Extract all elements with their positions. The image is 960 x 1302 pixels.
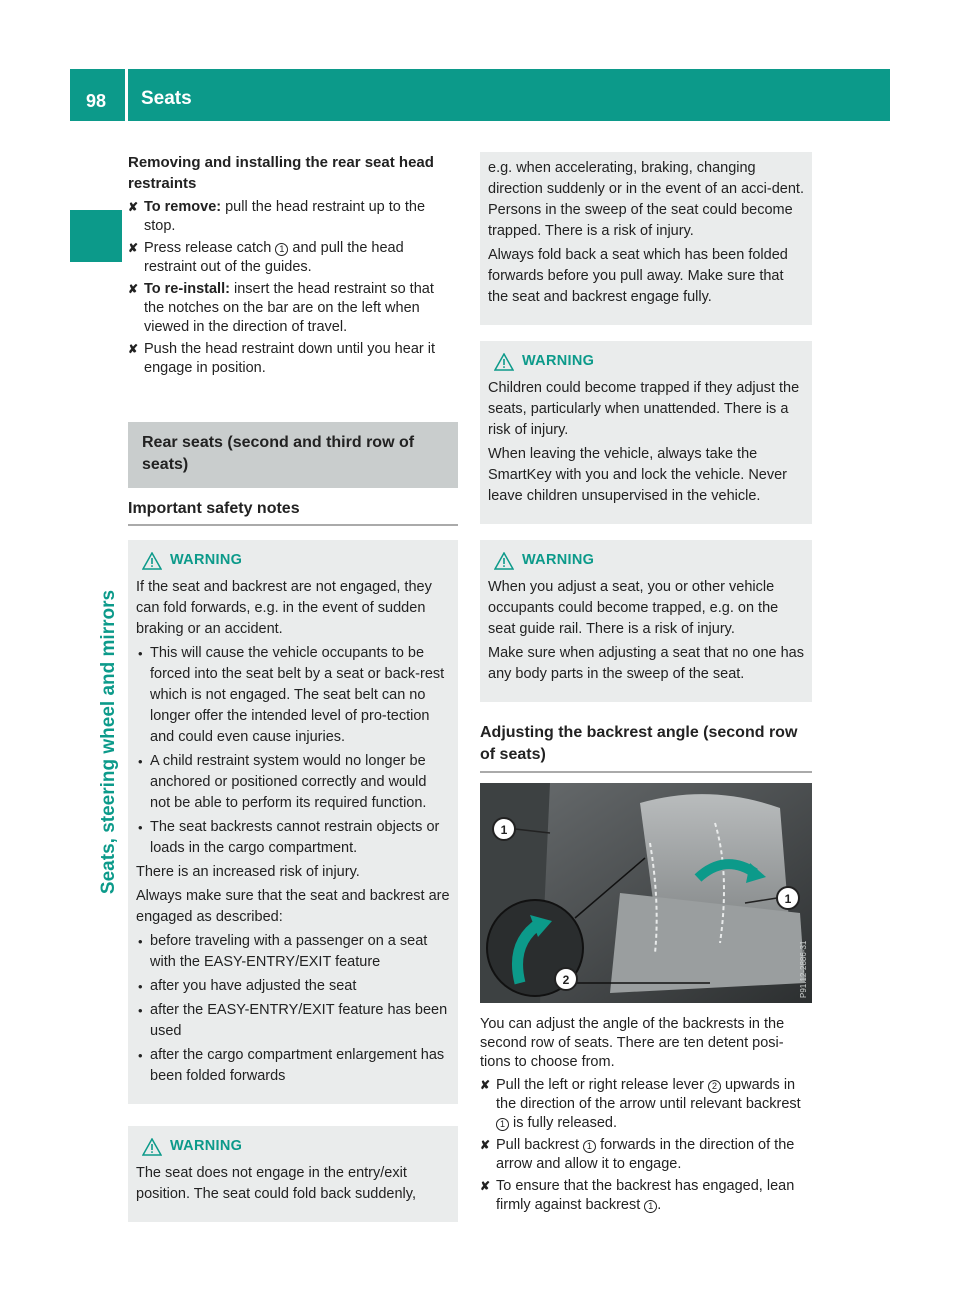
photo-code: P91.12-2886-31 [799,940,808,998]
warning-text: The seat does not engage in the entry/exit position. The seat could fold back suddenly, [136,1165,416,1202]
photo-callout-1b: 1 [784,892,792,906]
step-text: forwards in the direction of the arrow and allow it to engage. [496,1137,795,1172]
warning-header [136,550,450,571]
arrow-icon: ✘ [480,1138,491,1152]
warning-text: When you adjust a seat, you or other vehicle occupants could become trapped, e.g. on the seat guide rail. There is a risk of injury. [488,579,779,637]
photo-callout-1: 1 [500,823,508,837]
arrow-icon: ✘ [128,342,139,356]
list-item: • A child restraint system would no longer be anchored or positioned correctly and would not be able to perform its required function. [136,751,450,814]
step-text: Push the head restraint down until you hear it engage in position. [144,341,435,376]
warning-text: Always fold back a seat which has been folded forwards before you pull away. Make sure that the seat and backrest engage fully. [488,247,788,305]
side-tab [70,210,122,262]
step-text: insert the head restraint so that the notches on the bar are on the left when viewed in the direction of travel. [144,281,434,335]
photo-callout-2: 2 [562,973,570,987]
warning-label: WARNING [522,353,595,369]
left-column [128,152,458,1222]
warning-header [488,550,804,571]
callout-number: 2 [708,1080,721,1093]
step-text: Pull the left or right release lever [496,1077,708,1093]
step-text: pull the head restraint up to the stop. [144,199,426,234]
list-item: • This will cause the vehicle occupants to be forced into the seat belt by a seat or back-rest which is not engaged. The seat belt can no longer offer the intended level of pro-tection and could even cause injuries. [136,643,450,748]
warning-text: Children could become trapped if they adjust the seats, particularly when unattended. There is a risk of injury. [488,380,800,438]
callout-number: 1 [644,1200,657,1213]
list-item: • after you have adjusted the seat [136,976,450,997]
warning-label: WARNING [170,1138,243,1154]
step-text: To ensure that the backrest has engaged, lean firmly against backrest [496,1178,795,1213]
backrest-photo [480,783,812,1003]
arrow-icon: ✘ [480,1078,491,1092]
head-restraints-title: Removing and installing the rear seat head restraints [128,154,434,192]
warning-text: Make sure when adjusting a seat that no one has any body parts in the sweep of the seat. [488,645,804,682]
backrest-intro: You can adjust the angle of the backrests in the second row of seats. There are ten detent posi-tions to choose from. [480,1016,785,1070]
warning-triangle-icon [142,1138,162,1156]
warning-label: WARNING [170,552,243,568]
warning-box [480,341,812,524]
list-item: • after the EASY-ENTRY/EXIT feature has been used [136,1000,450,1042]
step-keyword: To remove: [144,199,222,215]
warning-header [136,1136,450,1157]
arrow-icon: ✘ [128,282,139,296]
warning-text: Always make sure that the seat and backrest are engaged as described: [136,888,450,925]
safety-notes-title: Important safety notes [128,498,458,526]
step-text: . [657,1197,662,1213]
warning-box [128,1126,458,1222]
step-text: Press release catch [144,240,276,256]
arrow-icon: ✘ [128,200,139,214]
step-pull-backrest [480,1136,812,1174]
backrest-section-title: Adjusting the backrest angle (second row of seats) [480,722,812,773]
step-remove [128,198,458,236]
arrow-icon: ✘ [480,1179,491,1193]
warning-text: e.g. when accelerating, braking, changing direction suddenly or in the event of an acci-dent. Persons in the sweep of the seat could become trapped. There is a risk of injury. [488,160,804,239]
list-item: • after the cargo compartment enlargement has been folded forwards [136,1045,450,1087]
warning-box [128,540,458,1104]
step-ensure-engaged [480,1177,812,1215]
warning-triangle-icon [494,353,514,371]
section-header-rear-seats [128,422,458,488]
right-column [480,152,812,1218]
header-title: Seats [141,88,192,109]
section-title: Rear seats (second and third row of seats) [142,434,415,473]
step-text: Pull backrest [496,1137,584,1153]
step-push-down [128,340,458,378]
warning-box-continued [480,152,812,325]
step-text: upwards in the direction of the arrow until relevant backrest [496,1077,801,1112]
callout-number: 1 [583,1140,596,1153]
callout-number: 1 [496,1118,509,1131]
page-number: 98 [86,91,107,111]
warning-label: WARNING [522,552,595,568]
warning-header [488,351,804,372]
step-text: is fully released. [509,1115,617,1131]
warning-text: There is an increased risk of injury. [136,864,360,880]
header-divider [125,69,128,121]
header-bar [70,69,890,121]
arrow-icon: ✘ [128,241,139,255]
step-keyword: To re-install: [144,281,230,297]
step-pull-lever [480,1076,812,1133]
warning-text: When leaving the vehicle, always take the SmartKey with you and lock the vehicle. Never leave children unsupervised in the vehicle. [488,446,787,504]
side-chapter-label: Seats, steering wheel and mirrors [98,589,119,895]
step-reinstall [128,280,458,337]
step-release-catch [128,239,458,277]
step-text: and pull the head restraint out of the guides. [144,240,404,275]
list-item: • before traveling with a passenger on a seat with the EASY-ENTRY/EXIT feature [136,931,450,973]
list-item: • The seat backrests cannot restrain objects or loads in the cargo compartment. [136,817,450,859]
warning-box [480,540,812,702]
warning-triangle-icon [142,552,162,570]
warning-text: If the seat and backrest are not engaged, they can fold forwards, e.g. in the event of sudden braking or an accident. [136,579,432,637]
callout-number: 1 [275,243,288,256]
warning-triangle-icon [494,552,514,570]
